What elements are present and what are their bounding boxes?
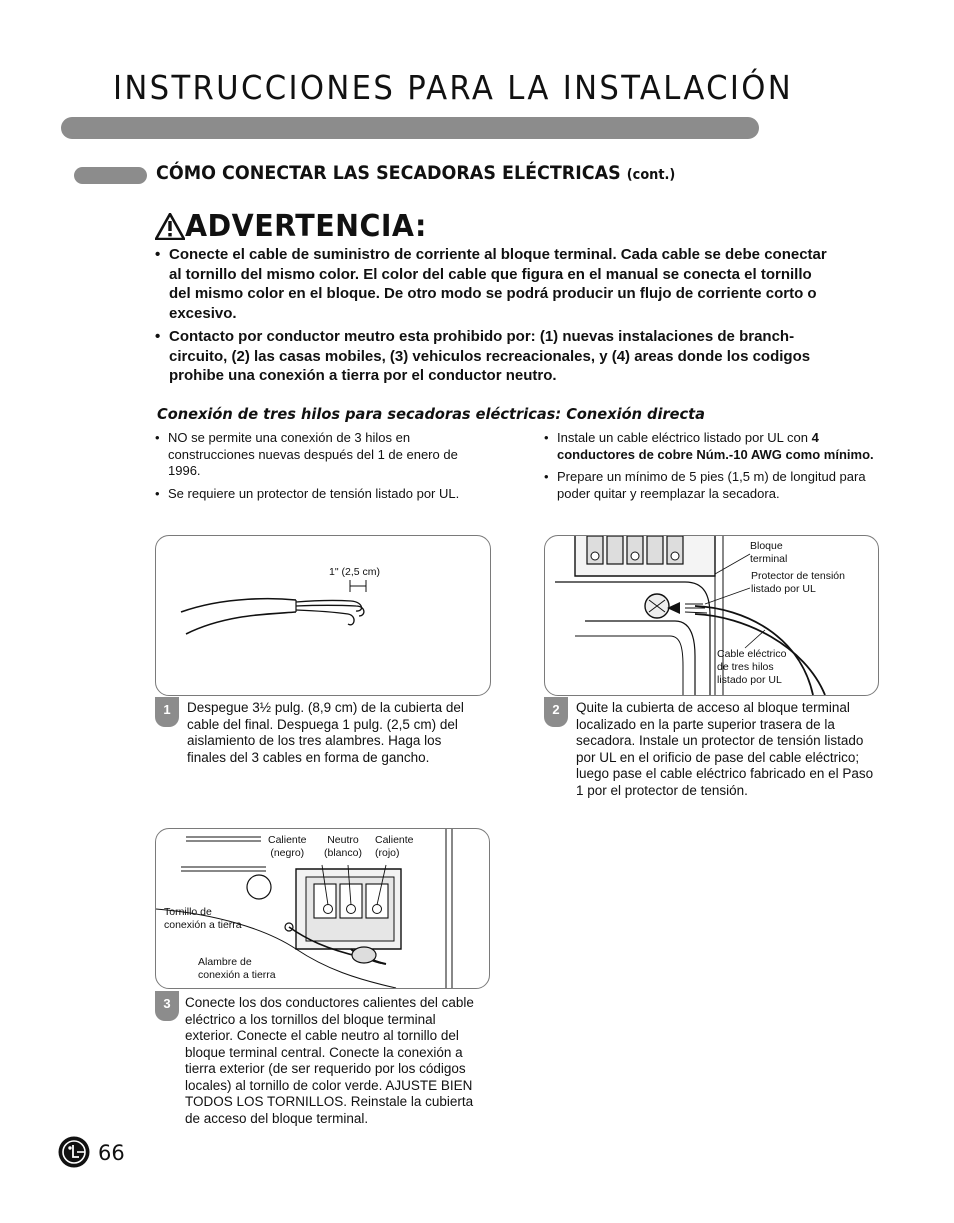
warning-item: • Conecte el cable de suministro de corriente al bloque terminal. Cada cable se debe conectar al tornillo del mismo color. El color del cable que figura en el manual se conecta el tornillo del mismo color en el bloque. De otro modo se podrá producir un flujo de corriente corto o excesivo. — [155, 245, 835, 323]
warning-item: • Contacto por conductor meutro esta prohibido por: (1) nuevas instalaciones de branch-circuito, (2) las casas mobiles, (3) vehiculos recreacionales, y (4) areas donde los codigos prohibe una conexión a tierra por el conductor neutro. — [155, 327, 835, 386]
label-ground-screw: Tornillo de conexión a tierra — [164, 906, 242, 931]
warning-heading — [155, 209, 440, 244]
step3-text: Conecte los dos conductores calientes del cable eléctrico a los tornillos del bloque terminal exterior. Conecte el cable neutro al tornillo del bloque terminal central. Conecte la conexión a tierra exterior (de ser requerido por los códigos locales) al tornillo de color verde. AJUSTE BIEN TODOS LOS TORNILLOS. Reinstale la cubierta de acceso del bloque terminal. — [185, 995, 474, 1126]
label-power-cord: Cable eléctrico de tres hilos listado por UL — [717, 648, 787, 686]
step-number: 3 — [155, 991, 179, 1021]
section-title-text: CÓMO CONECTAR LAS SECADORAS ELÉCTRICAS — [156, 162, 621, 184]
list-item: • NO se permite una conexión de 3 hilos en construcciones nuevas después del 1 de enero de 1996. — [155, 430, 458, 478]
lg-logo — [58, 1136, 90, 1173]
measure-label: 1" (2,5 cm) — [329, 566, 380, 578]
list-item: • Prepare un mínimo de 5 pies (1,5 m) de longitud para poder quitar y reemplazar la secadora. — [544, 469, 866, 501]
warning-title: ADVERTENCIA: — [185, 209, 427, 244]
terminal-block-drawing — [545, 536, 878, 695]
section-marker — [74, 167, 147, 184]
section-title-cont: (cont.) — [626, 167, 676, 183]
warning-item-text: Contacto por conductor meutro esta prohibido por: (1) nuevas instalaciones de branch-circuito, (2) las casas mobiles, (3) vehiculos recreacionales, y (4) areas donde los codigos prohibe una conexión a tierra por el conductor neutro. — [169, 328, 811, 384]
step2-illustration — [544, 535, 879, 696]
section-title — [156, 162, 675, 184]
list-item: • Instale un cable eléctrico listado por UL con 4 conductores de cobre Núm.-10 AWG como mínimo. — [544, 430, 874, 462]
step1-text: Despegue 3½ pulg. (8,9 cm) de la cubierta del cable del final. Despuega 1 pulg. (2,5 cm) del aislamiento de los tres alambres. Haga los finales del 3 cables en forma de gancho. — [187, 700, 464, 765]
lg-logo-icon — [58, 1136, 90, 1168]
step1-illustration — [155, 535, 491, 696]
warning-triangle-icon — [155, 213, 185, 240]
step2-text: Quite la cubierta de acceso al bloque terminal localizado en la parte superior trasera de la secadora. Instale un protector de tensión listado por UL en el orificio de pase del cable eléctrico; luego pase el cable eléctrico fabricado en el Paso 1 por el protector de tensión. — [576, 700, 874, 798]
label-hot-black: Caliente (negro) — [268, 834, 307, 859]
step-number: 1 — [155, 697, 179, 727]
step3-illustration — [155, 828, 490, 989]
label-ground-wire: Alambre de conexión a tierra — [198, 956, 276, 981]
left-bullet-list — [155, 430, 490, 502]
label-terminal-block: Bloque terminal — [750, 540, 788, 565]
step-number: 2 — [544, 697, 568, 727]
label-strain-relief: Protector de tensión listado por UL — [751, 570, 845, 595]
page-number: 66 — [98, 1141, 125, 1165]
warning-item-text: Conecte el cable de suministro de corriente al bloque terminal. Cada cable se debe conectar al tornillo del mismo color. El color del cable que figura en el manual se conecta el tornillo del mismo color en el bloque. De otro modo se podrá producir un flujo de corriente corto o excesivo. — [169, 246, 827, 322]
stripped-cable-drawing — [156, 536, 490, 695]
page-title: INSTRUCCIONES PARA LA INSTALACIÓN — [113, 68, 794, 107]
label-neutral: Neutro (blanco) — [324, 834, 362, 859]
list-item: • Se requiere un protector de tensión listado por UL. — [155, 485, 460, 501]
label-hot-red: Caliente (rojo) — [375, 834, 414, 859]
title-divider-bar — [61, 117, 759, 139]
right-bullet-list — [544, 430, 884, 502]
subheading: Conexión de tres hilos para secadoras eléctricas: Conexión directa — [157, 405, 705, 423]
